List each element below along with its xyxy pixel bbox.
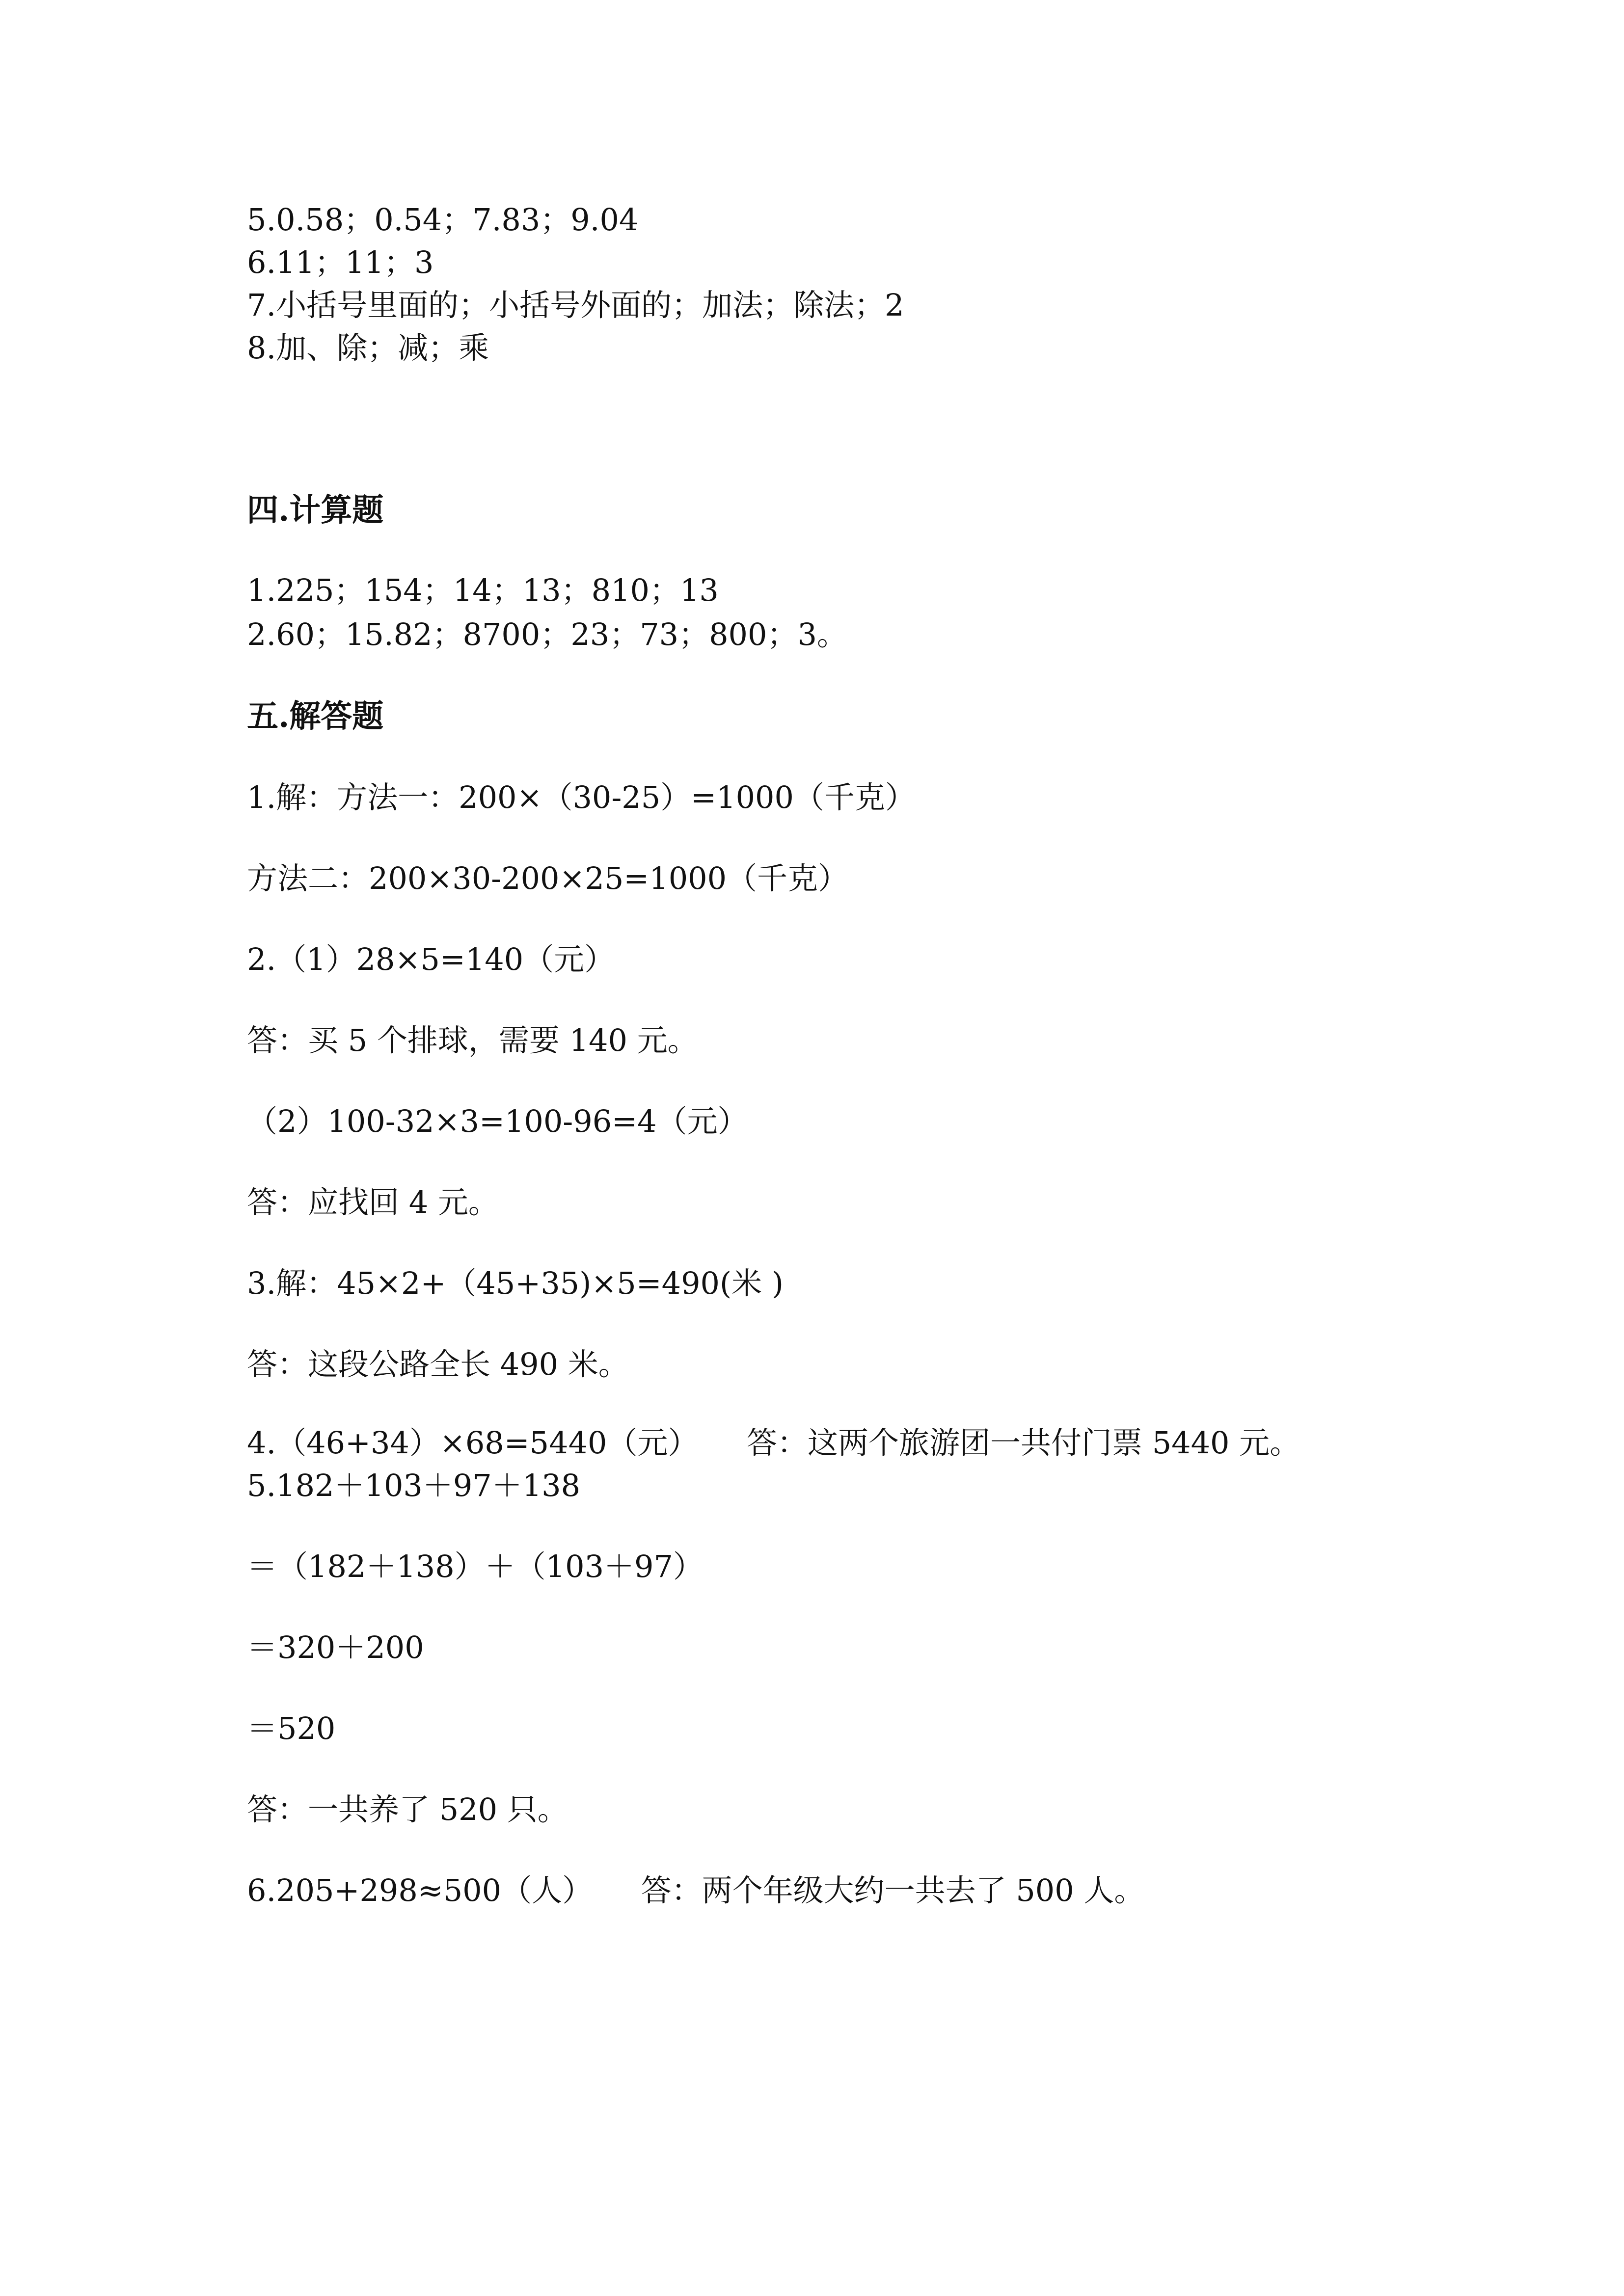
answer-5-3-reply: 答：这段公路全长 490 米。 [247, 1346, 629, 1382]
answer-5-5-step2: ＝320＋200 [247, 1629, 424, 1665]
answer-5-2-part2: （2）100-32×3=100-96=4（元） [247, 1103, 748, 1139]
answer-5-5-step1: ＝（182＋138）＋（103＋97） [247, 1548, 704, 1584]
answer-5-4: 4.（46+34）×68=5440（元） 答：这两个旅游团一共付门票 5440 元。 [247, 1425, 1300, 1461]
section-5-heading: 五.解答题 [247, 698, 384, 735]
answer-4-1: 1.225；154；14；13；810；13 [247, 572, 719, 608]
answer-5-5-expression: 5.182＋103＋97＋138 [247, 1468, 581, 1503]
answer-5-2-reply1: 答：买 5 个排球，需要 140 元。 [247, 1022, 698, 1058]
answer-5-2-part1: 2.（1）28×5=140（元） [247, 941, 615, 977]
answer-5-3: 3.解：45×2+（45+35)×5=490(米 ) [247, 1265, 784, 1301]
answer-5-5-step3: ＝520 [247, 1710, 336, 1746]
answer-5-1-method2: 方法二：200×30-200×25=1000（千克） [247, 860, 849, 896]
answer-5-5-reply: 答：一共养了 520 只。 [247, 1791, 568, 1827]
answer-4-2: 2.60；15.82；8700；23；73；800；3。 [247, 616, 847, 652]
answer-5-6: 6.205+298≈500（人） 答：两个年级大约一共去了 500 人。 [247, 1872, 1145, 1908]
answer-3-7: 7.小括号里面的；小括号外面的；加法；除法；2 [247, 287, 904, 323]
answer-3-8: 8.加、除；减；乘 [247, 330, 489, 366]
answer-5-2-reply2: 答：应找回 4 元。 [247, 1184, 499, 1220]
answer-5-1-method1: 1.解：方法一：200×（30-25）=1000（千克） [247, 779, 916, 815]
section-4-heading: 四.计算题 [247, 492, 384, 529]
answer-3-5: 5.0.58；0.54；7.83；9.04 [247, 202, 639, 238]
answer-3-6: 6.11；11；3 [247, 244, 434, 280]
